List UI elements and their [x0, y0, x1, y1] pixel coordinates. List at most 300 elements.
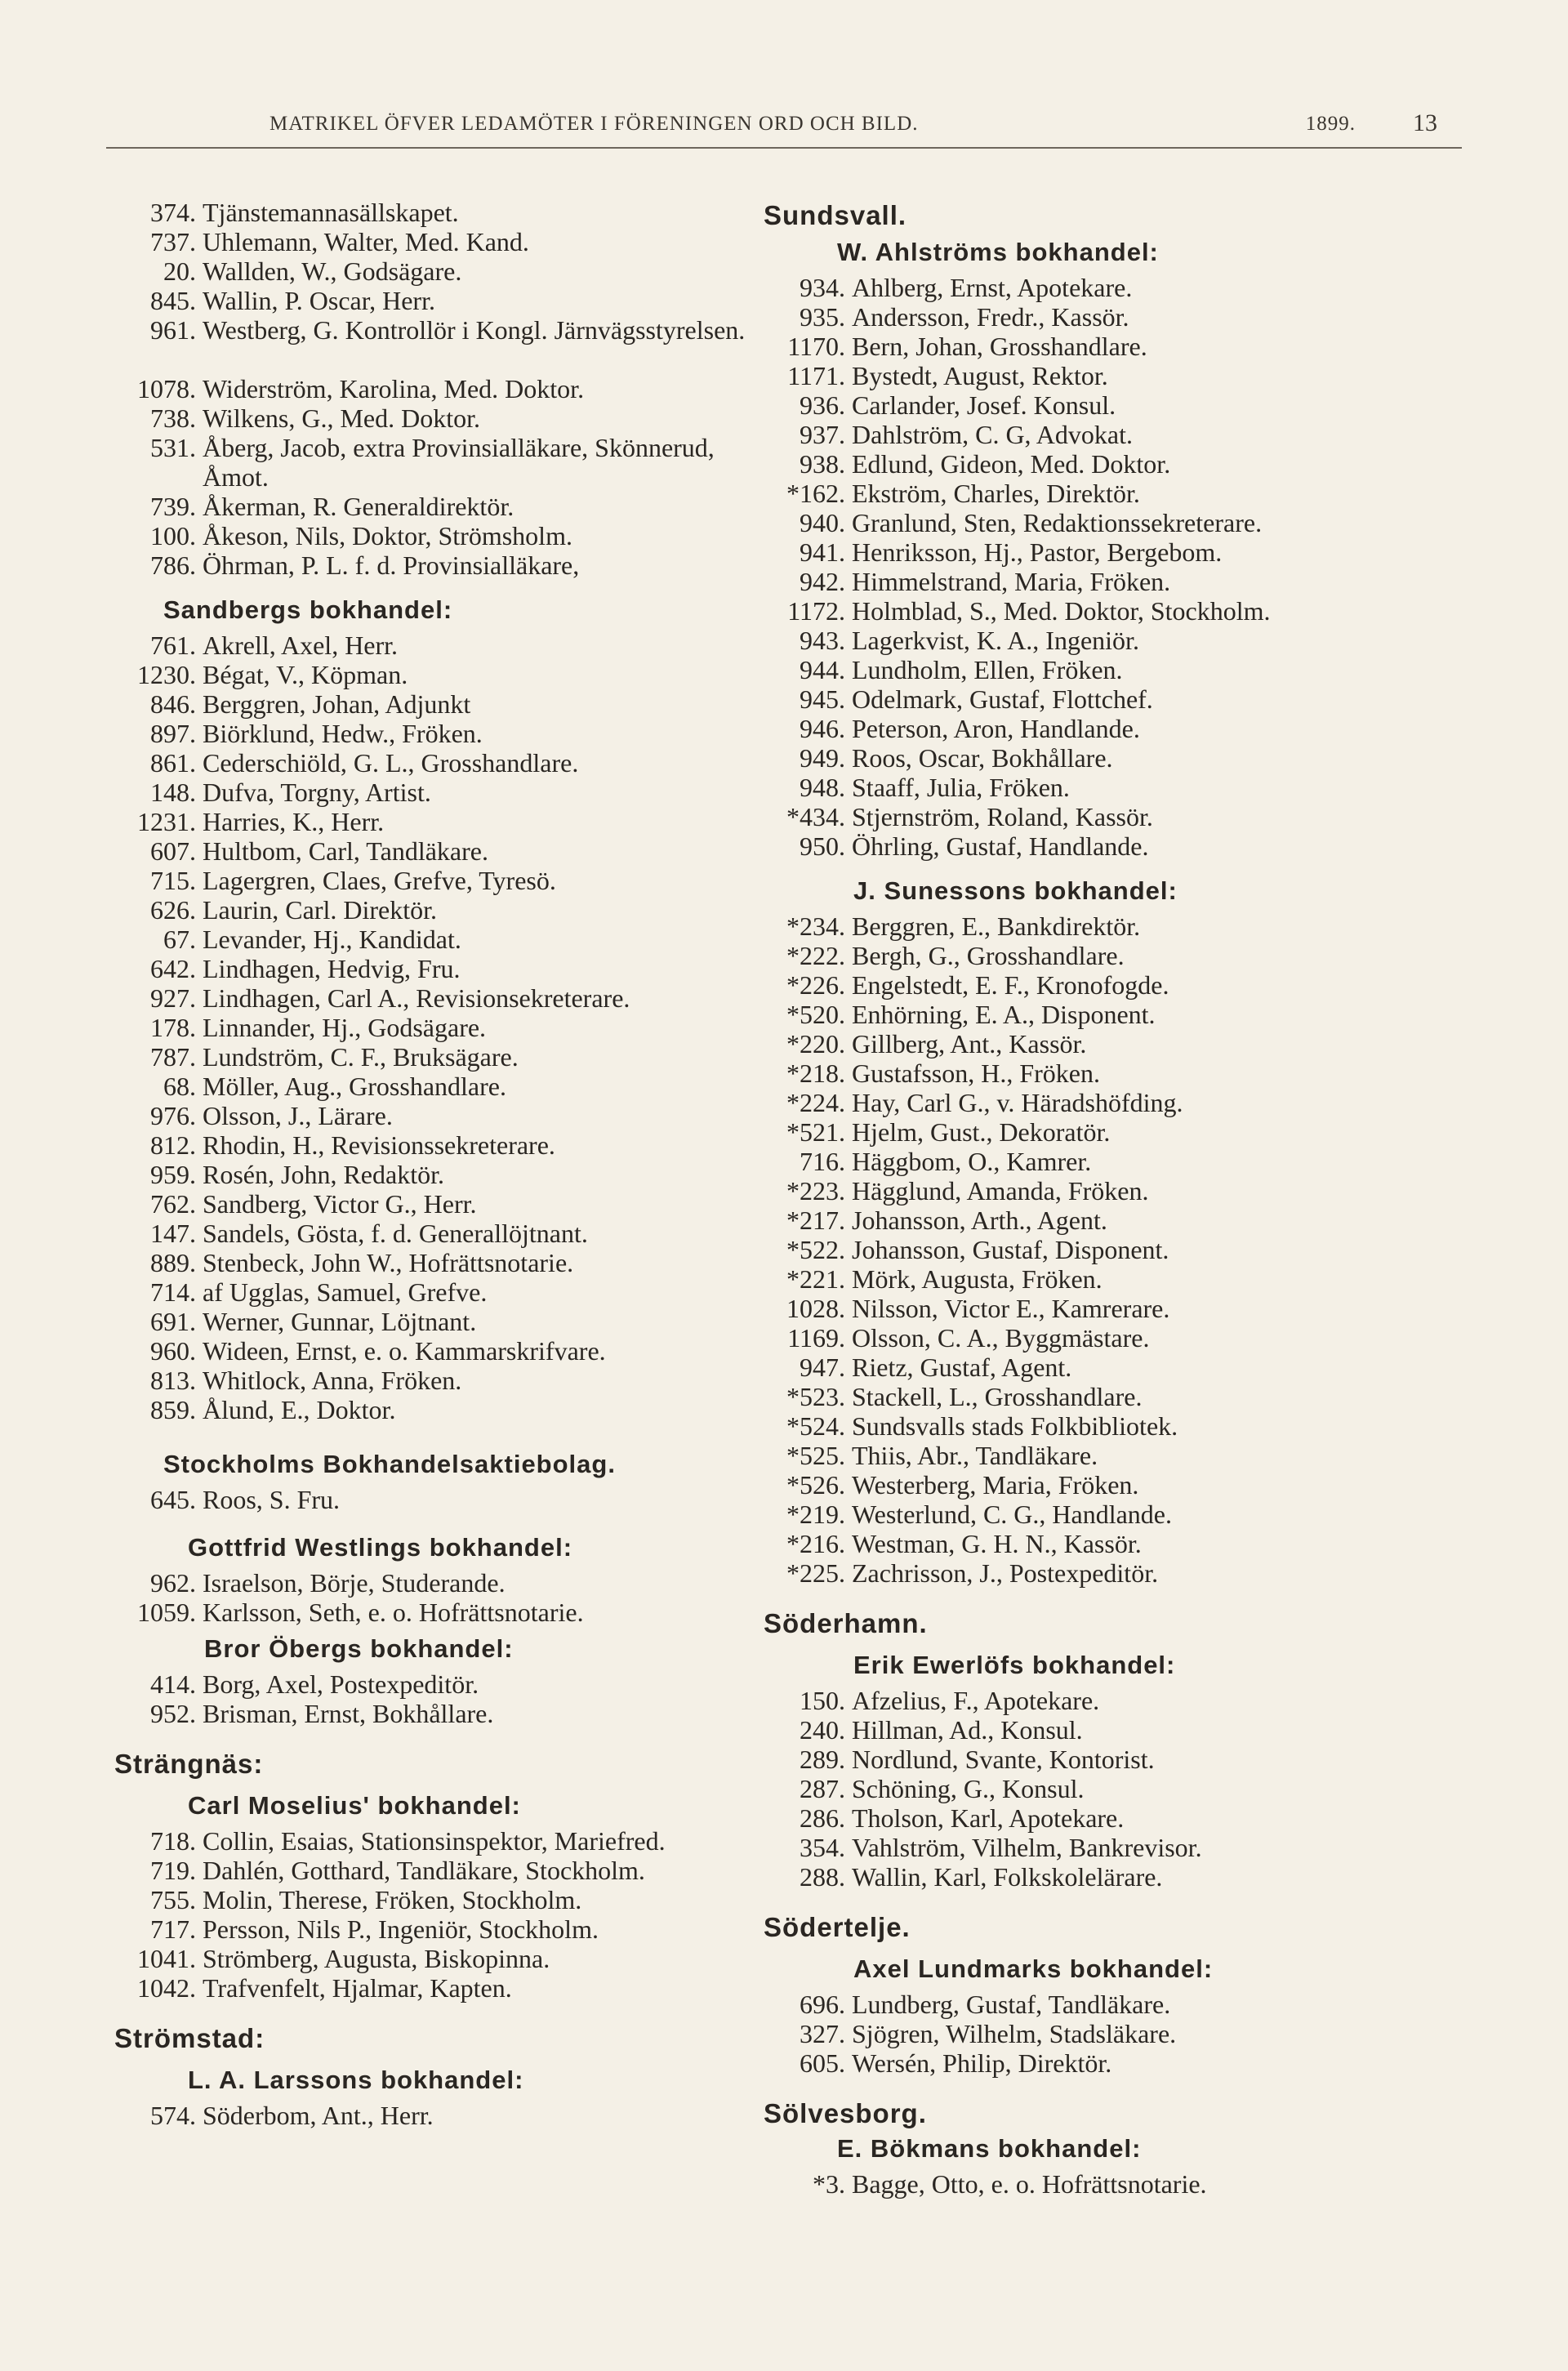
obergs-heading: Bror Öbergs bokhandel: — [204, 1634, 514, 1663]
member-name: Westberg, G. Kontrollör i Kongl. Järnvägsstyrelsen. — [203, 315, 746, 345]
member-name: Tholson, Karl, Apotekare. — [852, 1803, 1125, 1833]
obergs-list — [114, 1669, 768, 1728]
city-soderhamn: Söderhamn. — [764, 1608, 928, 1638]
member-name: Dahlström, C. G, Advokat. — [852, 420, 1133, 449]
right-column — [764, 198, 1499, 2199]
member-entry — [114, 1336, 768, 1366]
member-entry — [764, 390, 1499, 420]
member-name: Åkerman, R. Generaldirektör. — [203, 492, 514, 521]
member-name: Afzelius, F., Apotekare. — [852, 1686, 1100, 1715]
member-number: 761. — [150, 631, 196, 660]
member-number: 889. — [150, 1248, 196, 1277]
member-name: Collin, Esaias, Stationsinspektor, Mariefred. — [203, 1826, 666, 1856]
member-name: Lundholm, Ellen, Fröken. — [852, 655, 1123, 684]
member-name: Uhlemann, Walter, Med. Kand. — [203, 227, 529, 256]
member-name: Åkeson, Nils, Doktor, Strömsholm. — [203, 521, 572, 550]
member-number: 1230. — [137, 660, 196, 689]
member-entry — [114, 1885, 768, 1914]
member-number: 691. — [150, 1307, 196, 1336]
member-entry — [114, 1669, 768, 1699]
member-number: 645. — [150, 1485, 196, 1514]
member-name: Westerberg, Maria, Fröken. — [852, 1470, 1139, 1500]
member-entry — [114, 1219, 768, 1248]
member-entry — [114, 1366, 768, 1395]
member-entry — [764, 2169, 1499, 2199]
member-entry — [764, 655, 1499, 684]
member-entry — [114, 660, 768, 689]
member-entry — [764, 941, 1499, 970]
member-number: 607. — [150, 836, 196, 866]
member-name: Gustafsson, H., Fröken. — [852, 1058, 1100, 1088]
member-number: *162. — [786, 479, 845, 508]
member-number: 715. — [150, 866, 196, 895]
member-entry — [764, 1353, 1499, 1382]
member-number: 952. — [150, 1699, 196, 1728]
member-name: Hillman, Ad., Konsul. — [852, 1715, 1083, 1745]
lundmarks-heading: Axel Lundmarks bokhandel: — [853, 1954, 1214, 1983]
member-name: Bern, Johan, Grosshandlare. — [852, 332, 1147, 361]
member-entry — [764, 1323, 1499, 1353]
member-name: Sandels, Gösta, f. d. Generallöjtnant. — [203, 1219, 588, 1248]
member-entry — [114, 403, 768, 433]
member-entry — [764, 1000, 1499, 1029]
member-number: *225. — [786, 1558, 845, 1588]
member-entry — [114, 315, 768, 374]
member-number: 1028. — [786, 1294, 845, 1323]
member-number: *526. — [786, 1470, 845, 1500]
member-name: Israelson, Börje, Studerande. — [203, 1568, 506, 1598]
member-entry — [764, 1382, 1499, 1411]
member-name: Tjänstemannasällskapet. — [203, 198, 459, 227]
member-name: Lagerkvist, K. A., Ingeniör. — [852, 626, 1139, 655]
member-name: Odelmark, Gustaf, Flottchef. — [852, 684, 1153, 714]
member-name: Ålund, E., Doktor. — [203, 1395, 396, 1424]
member-entry — [114, 1485, 768, 1514]
member-entry — [764, 420, 1499, 449]
member-number: 1078. — [137, 374, 196, 403]
member-entry — [114, 807, 768, 836]
member-name: Lundberg, Gustaf, Tandläkare. — [852, 1990, 1171, 2019]
member-number: 859. — [150, 1395, 196, 1424]
city-sundsvall: Sundsvall. — [764, 200, 907, 230]
member-number: 934. — [800, 273, 845, 302]
member-entry — [114, 1568, 768, 1598]
member-number: 937. — [800, 420, 845, 449]
member-name: Roos, S. Fru. — [203, 1485, 341, 1514]
member-entry — [764, 911, 1499, 941]
member-entry — [764, 802, 1499, 831]
member-number: 738. — [150, 403, 196, 433]
member-number: 148. — [150, 778, 196, 807]
member-entry — [114, 2101, 768, 2130]
member-number: 739. — [150, 492, 196, 521]
member-number: *217. — [786, 1206, 845, 1235]
member-name: Lundström, C. F., Bruksägare. — [203, 1042, 519, 1072]
member-number: 1231. — [137, 807, 196, 836]
header-rule — [106, 147, 1462, 149]
member-number: 714. — [150, 1277, 196, 1307]
member-number: 717. — [150, 1914, 196, 1944]
moselius-heading: Carl Moselius' bokhandel: — [188, 1791, 521, 1820]
ewerlofs-list — [764, 1686, 1499, 1892]
header-title: MATRIKEL ÖFVER LEDAMÖTER I FÖRENINGEN ORD OCH BILD. — [270, 113, 919, 135]
member-name: Söderbom, Ant., Herr. — [203, 2101, 434, 2130]
member-number: 354. — [800, 1833, 845, 1862]
bokmans-heading: E. Bökmans bokhandel: — [837, 2134, 1142, 2163]
member-number: 950. — [800, 831, 845, 861]
member-number: 755. — [150, 1885, 196, 1914]
member-number: 1041. — [137, 1944, 196, 1973]
member-entry — [114, 631, 768, 660]
member-number: 1170. — [787, 332, 845, 361]
member-name: Molin, Therese, Fröken, Stockholm. — [203, 1885, 582, 1914]
member-name: Stjernström, Roland, Kassör. — [852, 802, 1153, 831]
moselius-list — [114, 1826, 768, 2003]
ahlstroms-heading: W. Ahlströms bokhandel: — [837, 238, 1159, 266]
member-name: Sjögren, Wilhelm, Stadsläkare. — [852, 2019, 1177, 2048]
member-name: Mörk, Augusta, Fröken. — [852, 1264, 1102, 1294]
member-name: Bystedt, August, Rektor. — [852, 361, 1108, 390]
member-number: 940. — [800, 508, 845, 537]
member-number: 1169. — [787, 1323, 845, 1353]
member-entry — [764, 537, 1499, 567]
member-number: 961. — [150, 315, 196, 345]
member-number: 289. — [800, 1745, 845, 1774]
member-name: Wersén, Philip, Direktör. — [852, 2048, 1112, 2078]
city-solvesborg: Sölvesborg. — [764, 2098, 927, 2128]
member-name: Dahlén, Gotthard, Tandläkare, Stockholm. — [203, 1856, 645, 1885]
member-number: 718. — [150, 1826, 196, 1856]
member-name: Stenbeck, John W., Hofrättsnotarie. — [203, 1248, 574, 1277]
member-name: Bagge, Otto, e. o. Hofrättsnotarie. — [852, 2169, 1207, 2199]
member-name: Wallden, W., Godsägare. — [203, 256, 462, 286]
member-number: 845. — [150, 286, 196, 315]
member-name: Brisman, Ernst, Bokhållare. — [203, 1699, 494, 1728]
member-name: Rosén, John, Redaktör. — [203, 1160, 444, 1189]
member-entry — [764, 1529, 1499, 1558]
member-number: 962. — [150, 1568, 196, 1598]
member-number: *223. — [786, 1176, 845, 1206]
member-name: Levander, Hj., Kandidat. — [203, 925, 461, 954]
member-entry — [114, 1395, 768, 1424]
member-number: 927. — [150, 983, 196, 1013]
member-name: Edlund, Gideon, Med. Doktor. — [852, 449, 1171, 479]
member-number: 374. — [150, 198, 196, 227]
member-name: Biörklund, Hedw., Fröken. — [203, 719, 483, 748]
member-name: Carlander, Josef. Konsul. — [852, 390, 1116, 420]
member-name: Nilsson, Victor E., Kamrerare. — [852, 1294, 1170, 1323]
member-name: Lindhagen, Hedvig, Fru. — [203, 954, 461, 983]
member-entry — [764, 449, 1499, 479]
member-name: af Ugglas, Samuel, Grefve. — [203, 1277, 488, 1307]
member-name: Himmelstrand, Maria, Fröken. — [852, 567, 1171, 596]
member-name: Lindhagen, Carl A., Revisionsekreterare. — [203, 983, 630, 1013]
westlings-heading: Gottfrid Westlings bokhandel: — [188, 1533, 573, 1562]
member-number: *224. — [786, 1088, 845, 1117]
member-entry — [764, 1558, 1499, 1588]
member-number: 942. — [800, 567, 845, 596]
member-name: Granlund, Sten, Redaktionssekreterare. — [852, 508, 1263, 537]
member-name: Whitlock, Anna, Fröken. — [203, 1366, 462, 1395]
member-entry — [114, 550, 768, 580]
member-number: 147. — [150, 1219, 196, 1248]
member-name: Westman, G. H. N., Kassör. — [852, 1529, 1142, 1558]
member-name: Öhrman, P. L. f. d. Provinsialläkare, — [203, 550, 580, 580]
member-entry — [764, 361, 1499, 390]
member-name: Engelstedt, E. F., Kronofogde. — [852, 970, 1169, 1000]
member-name: Bergh, G., Grosshandlare. — [852, 941, 1125, 970]
member-entry — [764, 2048, 1499, 2078]
member-name: Hultbom, Carl, Tandläkare. — [203, 836, 488, 866]
member-entry — [114, 256, 768, 286]
member-name: Bégat, V., Köpman. — [203, 660, 408, 689]
member-entry — [114, 983, 768, 1013]
left-column — [114, 198, 768, 2130]
member-number: 787. — [150, 1042, 196, 1072]
member-entry — [764, 1147, 1499, 1176]
member-name: Schöning, G., Konsul. — [852, 1774, 1085, 1803]
member-entry — [764, 714, 1499, 743]
member-number: 642. — [150, 954, 196, 983]
member-number: 605. — [800, 2048, 845, 2078]
member-entry — [764, 479, 1499, 508]
member-name: Åberg, Jacob, extra Provinsialläkare, Skönnerud, Åmot. — [203, 433, 715, 492]
member-number: *221. — [786, 1264, 845, 1294]
member-name: Laurin, Carl. Direktör. — [203, 895, 438, 925]
member-entry — [114, 521, 768, 550]
member-number: 947. — [800, 1353, 845, 1382]
member-number: 737. — [150, 227, 196, 256]
member-name: Harries, K., Herr. — [203, 807, 385, 836]
member-number: 936. — [800, 390, 845, 420]
member-name: Gillberg, Ant., Kassör. — [852, 1029, 1087, 1058]
member-number: 938. — [800, 449, 845, 479]
member-number: 812. — [150, 1130, 196, 1160]
member-name: Roos, Oscar, Bokhållare. — [852, 743, 1113, 773]
member-name: Berggren, E., Bankdirektör. — [852, 911, 1141, 941]
member-name: Berggren, Johan, Adjunkt — [203, 689, 471, 719]
member-name: Zachrisson, J., Postexpeditör. — [852, 1558, 1159, 1588]
member-number: 696. — [800, 1990, 845, 2019]
member-number: 100. — [150, 521, 196, 550]
member-number: 178. — [150, 1013, 196, 1042]
member-number: 67. — [163, 925, 196, 954]
sunessons-heading: J. Sunessons bokhandel: — [853, 876, 1178, 905]
member-entry — [114, 1598, 768, 1627]
member-entry — [114, 895, 768, 925]
member-entry — [764, 626, 1499, 655]
member-name: Staaff, Julia, Fröken. — [852, 773, 1070, 802]
member-name: Hägglund, Amanda, Fröken. — [852, 1176, 1149, 1206]
member-number: 414. — [150, 1669, 196, 1699]
member-entry — [764, 1264, 1499, 1294]
member-entry — [764, 1176, 1499, 1206]
city-stromstad: Strömstad: — [114, 2023, 265, 2053]
member-number: 943. — [800, 626, 845, 655]
member-number: 960. — [150, 1336, 196, 1366]
member-number: 150. — [800, 1686, 845, 1715]
member-name: Borg, Axel, Postexpeditör. — [203, 1669, 479, 1699]
member-entry — [114, 1248, 768, 1277]
bokmans-list — [764, 2169, 1499, 2199]
member-entry — [764, 1235, 1499, 1264]
member-name: Olsson, C. A., Byggmästare. — [852, 1323, 1150, 1353]
member-entry — [764, 2019, 1499, 2048]
member-entry — [764, 1686, 1499, 1715]
member-number: 949. — [800, 743, 845, 773]
ewerlofs-heading: Erik Ewerlöfs bokhandel: — [853, 1651, 1176, 1679]
city-strangnas: Strängnäs: — [114, 1749, 264, 1779]
member-entry — [764, 1803, 1499, 1833]
member-entry — [764, 684, 1499, 714]
member-name: Persson, Nils P., Ingeniör, Stockholm. — [203, 1914, 599, 1944]
member-entry — [114, 1042, 768, 1072]
member-name: Hjelm, Gust., Dekoratör. — [852, 1117, 1111, 1147]
member-number: *234. — [786, 911, 845, 941]
member-entry — [114, 1944, 768, 1973]
lundmarks-list — [764, 1990, 1499, 2078]
stockholms-bokhandel-list — [114, 1485, 768, 1514]
member-entry — [114, 954, 768, 983]
member-entry — [764, 1500, 1499, 1529]
member-name: Dufva, Torgny, Artist. — [203, 778, 431, 807]
city-sodertelje: Södertelje. — [764, 1912, 911, 1942]
member-number: 287. — [800, 1774, 845, 1803]
member-number: 762. — [150, 1189, 196, 1219]
member-entry — [764, 302, 1499, 332]
member-entry — [764, 970, 1499, 1000]
member-name: Peterson, Aron, Handlande. — [852, 714, 1140, 743]
member-number: 945. — [800, 684, 845, 714]
page-number: 13 — [1413, 109, 1437, 136]
member-number: 240. — [800, 1715, 845, 1745]
member-number: 935. — [800, 302, 845, 332]
member-number: 846. — [150, 689, 196, 719]
member-entry — [764, 596, 1499, 626]
westlings-list — [114, 1568, 768, 1627]
member-entry — [764, 1088, 1499, 1117]
member-entry — [764, 1470, 1499, 1500]
member-number: *226. — [786, 970, 845, 1000]
member-entry — [764, 1990, 1499, 2019]
stockholms-bokhandel-heading: Stockholms Bokhandelsaktiebolag. — [163, 1450, 616, 1478]
member-name: Thiis, Abr., Tandläkare. — [852, 1441, 1098, 1470]
member-entry — [114, 836, 768, 866]
member-number: *434. — [786, 802, 845, 831]
member-number: 897. — [150, 719, 196, 748]
member-name: Johansson, Arth., Agent. — [852, 1206, 1107, 1235]
member-entry — [764, 1774, 1499, 1803]
member-number: 531. — [150, 433, 196, 462]
member-number: *3. — [813, 2169, 845, 2199]
member-entry — [764, 1441, 1499, 1470]
member-number: 327. — [800, 2019, 845, 2048]
member-entry — [764, 1715, 1499, 1745]
member-name: Nordlund, Svante, Kontorist. — [852, 1745, 1155, 1774]
member-entry — [114, 374, 768, 403]
member-entry — [114, 1699, 768, 1728]
member-entry — [114, 1130, 768, 1160]
member-name: Rietz, Gustaf, Agent. — [852, 1353, 1072, 1382]
member-entry — [114, 1973, 768, 2003]
header-year: 1899. — [1305, 113, 1356, 135]
member-number: 626. — [150, 895, 196, 925]
member-entry — [114, 227, 768, 256]
member-entry — [764, 1029, 1499, 1058]
member-name: Olsson, J., Lärare. — [203, 1101, 393, 1130]
member-number: *522. — [786, 1235, 845, 1264]
stockholm-list — [114, 198, 768, 580]
member-entry — [764, 1206, 1499, 1235]
member-name: Lagergren, Claes, Grefve, Tyresö. — [203, 866, 556, 895]
member-number: 946. — [800, 714, 845, 743]
member-entry — [114, 1914, 768, 1944]
member-number: 20. — [163, 256, 196, 286]
member-number: 68. — [163, 1072, 196, 1101]
member-entry — [764, 1833, 1499, 1862]
member-entry — [764, 567, 1499, 596]
member-entry — [114, 719, 768, 748]
running-header — [270, 113, 1356, 136]
member-entry — [764, 332, 1499, 361]
member-entry — [764, 773, 1499, 802]
member-name: Karlsson, Seth, e. o. Hofrättsnotarie. — [203, 1598, 584, 1627]
member-number: 286. — [800, 1803, 845, 1833]
member-entry — [114, 925, 768, 954]
member-entry — [114, 1072, 768, 1101]
larssons-heading: L. A. Larssons bokhandel: — [188, 2066, 524, 2094]
member-entry — [764, 273, 1499, 302]
member-number: 813. — [150, 1366, 196, 1395]
member-number: 786. — [150, 550, 196, 580]
member-name: Werner, Gunnar, Löjtnant. — [203, 1307, 477, 1336]
member-name: Enhörning, E. A., Disponent. — [852, 1000, 1156, 1029]
member-entry — [114, 1189, 768, 1219]
member-number: 944. — [800, 655, 845, 684]
member-entry — [114, 748, 768, 778]
member-entry — [764, 1411, 1499, 1441]
ahlstroms-list — [764, 273, 1499, 861]
member-number: 959. — [150, 1160, 196, 1189]
member-name: Andersson, Fredr., Kassör. — [852, 302, 1129, 332]
member-number: 1042. — [137, 1973, 196, 2003]
member-entry — [114, 1277, 768, 1307]
member-number: 948. — [800, 773, 845, 802]
member-entry — [114, 778, 768, 807]
member-name: Hay, Carl G., v. Häradshöfding. — [852, 1088, 1183, 1117]
member-number: *216. — [786, 1529, 845, 1558]
member-entry — [764, 1294, 1499, 1323]
member-entry — [114, 1307, 768, 1336]
member-name: Wallin, P. Oscar, Herr. — [203, 286, 435, 315]
member-entry — [114, 198, 768, 227]
member-entry — [764, 508, 1499, 537]
larssons-list — [114, 2101, 768, 2130]
member-entry — [114, 1101, 768, 1130]
member-number: *222. — [786, 941, 845, 970]
member-entry — [764, 1058, 1499, 1088]
member-name: Wilkens, G., Med. Doktor. — [203, 403, 481, 433]
member-number: *523. — [786, 1382, 845, 1411]
member-name: Strömberg, Augusta, Biskopinna. — [203, 1944, 550, 1973]
member-name: Wideen, Ernst, e. o. Kammarskrifvare. — [203, 1336, 606, 1366]
member-entry — [764, 743, 1499, 773]
member-entry — [114, 286, 768, 315]
sandbergs-list — [114, 631, 768, 1424]
member-entry — [114, 433, 768, 492]
member-entry — [764, 1862, 1499, 1892]
member-name: Henriksson, Hj., Pastor, Bergebom. — [852, 537, 1223, 567]
